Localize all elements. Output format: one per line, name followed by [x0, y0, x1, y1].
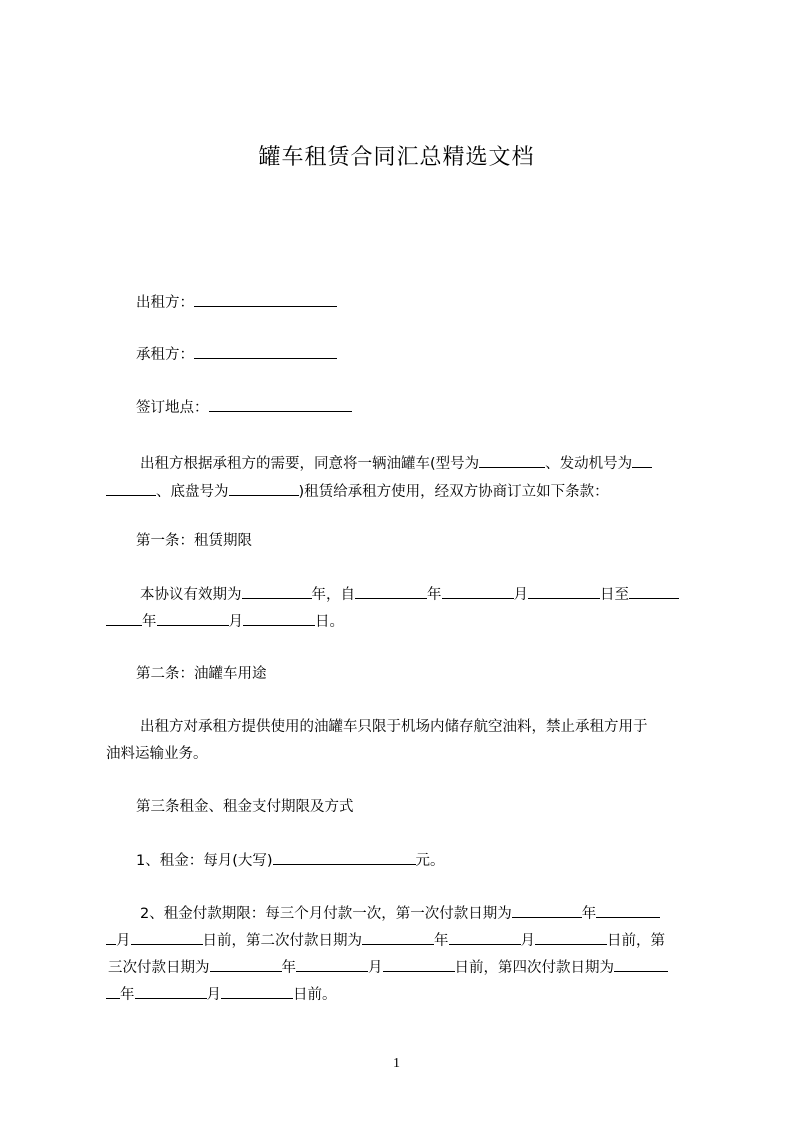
document-title: 罐车租赁合同汇总精选文档: [258, 145, 535, 170]
pay-text: 三次付款日期为: [108, 960, 210, 976]
intro-text: 、底盘号为: [156, 484, 229, 500]
pay-line-4: [106, 984, 706, 1005]
pay-text: 月: [206, 987, 221, 1003]
pay1-year-blank[interactable]: [512, 903, 582, 918]
pay3-day-blank[interactable]: [383, 957, 455, 972]
start-month-blank[interactable]: [442, 584, 514, 599]
pay-text: 日前。: [293, 987, 337, 1003]
intro-text: )租赁给承租方使用，经双方协商订立如下条款：: [298, 484, 609, 500]
end-month-blank[interactable]: [157, 611, 229, 626]
rent-text: 1、租金：每月(大写): [136, 853, 273, 869]
lessee-line: [136, 344, 736, 365]
pay-text: 2、租金付款期限：每三个月付款一次，第一次付款日期为: [140, 906, 512, 922]
pay-text: 年: [120, 987, 135, 1003]
rent-line: [136, 850, 736, 871]
art2-line-2: 油料运输业务。: [106, 746, 208, 762]
lessor-blank[interactable]: [194, 292, 337, 307]
pay3-month-blank[interactable]: [296, 957, 368, 972]
place-blank[interactable]: [209, 397, 352, 412]
art2-line-1: 出租方对承租方提供使用的油罐车只限于机场内储存航空油料，禁止承租方用于: [140, 719, 648, 735]
pay3-year-blank[interactable]: [210, 957, 282, 972]
pay-text: 日前，第二次付款日期为: [202, 933, 362, 949]
end-year-blank-start[interactable]: [629, 584, 679, 599]
art1-text: 年，自: [311, 587, 355, 603]
art1-text: 月: [228, 614, 243, 630]
start-day-blank[interactable]: [528, 584, 600, 599]
art1-text: 年: [427, 587, 442, 603]
term-years-blank[interactable]: [242, 584, 312, 599]
lessee-label: 承租方：: [136, 347, 194, 363]
pay2-month-blank[interactable]: [449, 930, 521, 945]
pay-text: 月: [520, 933, 535, 949]
pay1-day-blank[interactable]: [131, 930, 203, 945]
rent-amount-blank[interactable]: [273, 850, 416, 865]
pay-text: 日前，第: [607, 933, 665, 949]
intro-line-2: [106, 481, 706, 502]
pay-line-2: [106, 930, 706, 951]
model-blank[interactable]: [479, 453, 545, 468]
intro-text: 出租方根据承租方的需要，同意将一辆油罐车(型号为: [140, 456, 480, 472]
art1-line-1: [140, 584, 740, 605]
lessee-blank[interactable]: [194, 344, 337, 359]
lessor-label: 出租方：: [136, 295, 194, 311]
page-number: 1: [393, 1056, 400, 1071]
pay-text: 日前，第四次付款日期为: [454, 960, 614, 976]
art1-line-2: [106, 611, 706, 632]
art1-text: 月: [513, 587, 528, 603]
art1-text: 日。: [315, 614, 344, 630]
art1-text: 日至: [600, 587, 629, 603]
intro-text: 、发动机号为: [545, 456, 633, 472]
end-year-blank-end[interactable]: [106, 611, 142, 626]
chassis-blank[interactable]: [229, 481, 299, 496]
pay-text: 月: [116, 933, 131, 949]
place-label: 签订地点：: [136, 400, 209, 416]
pay2-day-blank[interactable]: [535, 930, 607, 945]
art1-text: 本协议有效期为: [140, 587, 242, 603]
pay-line-1: [140, 903, 740, 924]
pay1-month-blank-start[interactable]: [596, 903, 660, 918]
pay-text: 年: [281, 960, 296, 976]
lessor-line: [136, 292, 736, 313]
pay4-day-blank[interactable]: [221, 984, 293, 999]
place-line: [136, 397, 736, 418]
engine-blank-start[interactable]: [632, 453, 652, 468]
end-day-blank[interactable]: [243, 611, 315, 626]
pay1-month-blank-end[interactable]: [106, 930, 116, 945]
pay-line-3: [108, 957, 708, 978]
article-2-title: 第二条：油罐车用途: [136, 666, 267, 682]
article-3-title: 第三条租金、租金支付期限及方式: [136, 799, 354, 815]
start-year-blank[interactable]: [355, 584, 427, 599]
pay4-month-blank[interactable]: [135, 984, 207, 999]
pay-text: 年: [434, 933, 449, 949]
pay-text: 月: [368, 960, 383, 976]
art1-text: 年: [142, 614, 157, 630]
article-1-title: 第一条：租赁期限: [136, 533, 252, 549]
pay2-year-blank[interactable]: [362, 930, 434, 945]
engine-blank-end[interactable]: [106, 481, 156, 496]
pay4-year-blank-start[interactable]: [614, 957, 668, 972]
pay4-year-blank-end[interactable]: [106, 984, 120, 999]
pay-text: 年: [581, 906, 597, 922]
rent-text: 元。: [415, 853, 445, 869]
intro-line-1: [140, 453, 740, 474]
